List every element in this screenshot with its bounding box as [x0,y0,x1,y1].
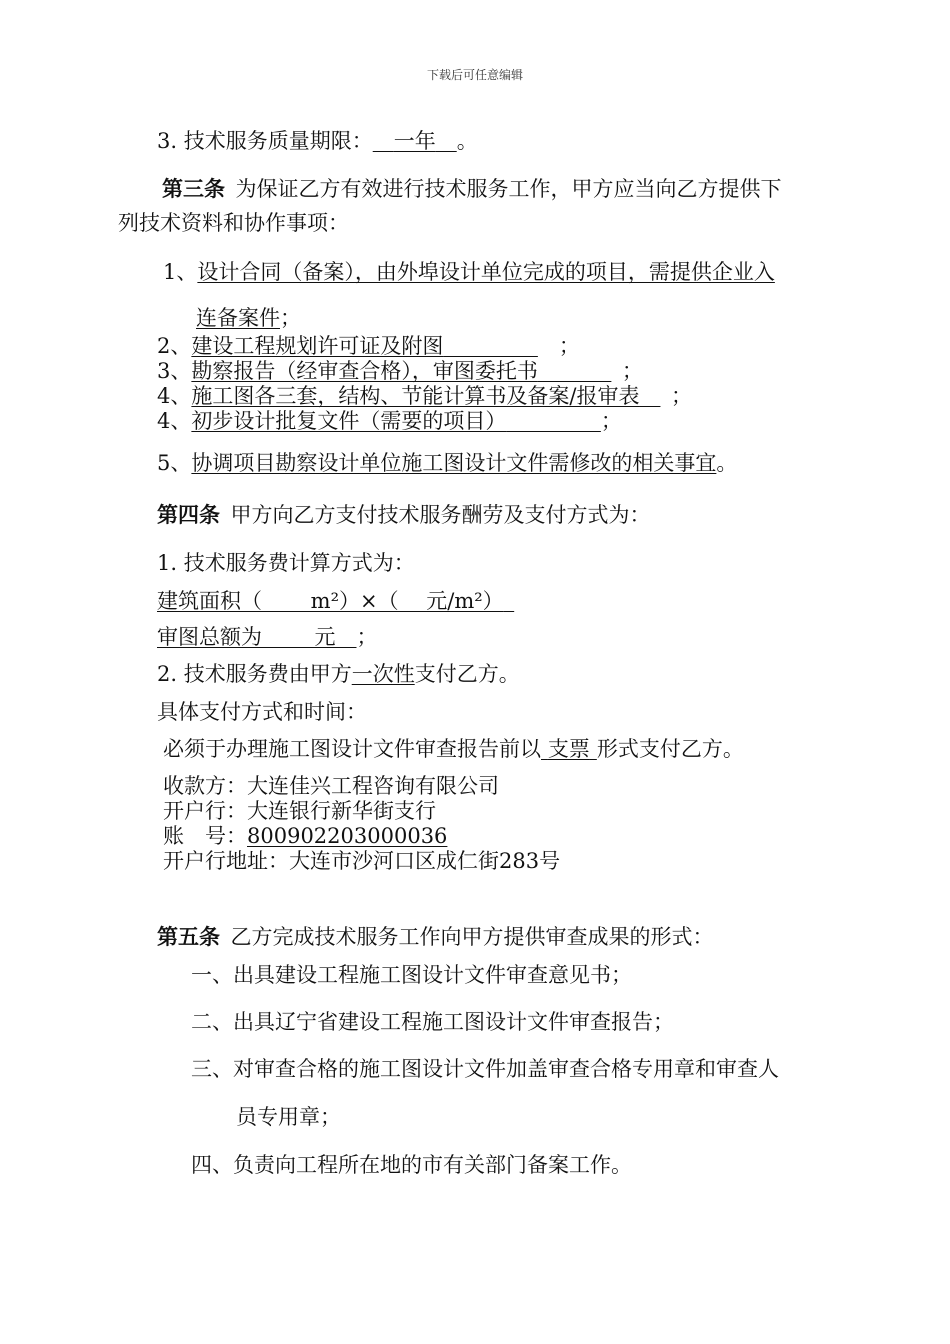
item-end: ； [600,409,622,433]
payment-method-suffix: 形式支付乙方。 [596,737,744,761]
quality-term-label: 3. 技术服务质量期限： [157,129,373,153]
item-text: 建设工程规划许可证及附图 [191,334,444,358]
clause3-item-5 [157,450,737,476]
item-number: 1、 [163,260,198,284]
item-number: 4、 [157,409,192,433]
bank-name: 大连银行新华街支行 [247,799,436,823]
clause3-intro-line2: 列技术资料和协作事项： [118,211,349,235]
clause5-item-1: 一、出具建设工程施工图设计文件审查意见书； [191,963,632,987]
clause3-intro: 为保证乙方有效进行技术服务工作，甲方应当向乙方提供下 [235,177,782,201]
payment-suffix: 支付乙方。 [414,662,520,686]
total-fee-field: 审图总额为 元 [157,625,336,649]
payment-method-line [163,736,744,762]
payee-name: 大连佳兴工程咨询有限公司 [247,774,499,798]
clause5-intro: 乙方完成技术服务工作向甲方提供审查成果的形式： [230,925,714,949]
clause3-title: 第三条 [162,176,225,201]
payment-type: 一次性 [351,662,415,686]
clause5-title: 第五条 [157,924,220,949]
page-header: 下载后可任意编辑 [426,68,523,82]
item-text: 连备案件 [196,306,280,330]
item-end: ； [621,359,643,383]
payment-method-value: 支票 [547,737,590,761]
bank-address: 大连市沙河口区成仁街283号 [289,849,561,873]
clause5-item-2: 二、出具辽宁省建设工程施工图设计文件审查报告； [191,1010,674,1034]
payee-label: 收款方： [163,774,247,798]
payee-line [163,773,499,799]
payment-prefix: 2. 技术服务费由甲方 [157,662,352,686]
payment-line [157,661,520,687]
clause5-item-4: 四、负责向工程所在地的市有关部门备案工作。 [191,1153,632,1177]
clause4-intro: 甲方向乙方支付技术服务酬劳及支付方式为： [230,503,651,527]
account-line [163,823,447,849]
clause3-item-4b [157,408,622,434]
account-label: 账 号： [163,824,247,848]
area-formula [157,588,514,614]
area-formula-text: 建筑面积（ m²）×（ 元/m²） [157,589,504,613]
item-text: 勘察报告（经审查合格），审图委托书 [191,359,538,383]
quality-term-end: 。 [456,129,478,153]
bank-line [163,798,436,824]
item-text: 施工图各三套，结构、节能计算书及备案/报审表 [191,384,640,408]
bank-address-label: 开户行地址： [163,849,289,873]
clause5-item-3: 三、对审查合格的施工图设计文件加盖审查合格专用章和审查人 [191,1057,779,1081]
item-end: ； [558,334,580,358]
clause5-intro-line [157,924,714,950]
total-fee-end: ； [356,625,378,649]
clause3-item-2 [157,333,580,359]
clause3-item-1 [163,259,775,285]
bank-address-line [163,848,560,874]
area-formula-tail [504,589,515,613]
clause4-intro-line [157,502,651,528]
account-number: 800902203000036 [247,824,448,848]
clause4-title: 第四条 [157,502,220,527]
item-end: ； [280,306,301,330]
bank-label: 开户行： [163,799,247,823]
item-number: 3、 [157,359,192,383]
quality-term-line [157,128,478,154]
item-text: 协调项目勘察设计单位施工图设计文件需修改的相关事宜 [191,451,717,475]
item-text: 设计合同（备案），由外埠设计单位完成的项目，需提供企业入 [197,260,775,284]
payment-method-label: 具体支付方式和时间： [157,700,367,724]
clause5-item-3-cont: 员专用章； [236,1105,341,1129]
item-number: 2、 [157,334,192,358]
item-end: ； [670,384,692,408]
payment-method-prefix: 必须于办理施工图设计文件审查报告前以 [163,737,541,761]
fee-calc-label: 1. 技术服务费计算方式为： [157,551,415,575]
clause3-item-1-cont [196,305,301,331]
item-number: 4、 [157,384,192,408]
item-number: 5、 [157,451,192,475]
quality-term-value: 一年 [393,129,436,153]
total-fee-line [157,624,378,650]
clause3-item-3 [157,358,643,384]
item-text: 初步设计批复文件（需要的项目） [191,409,507,433]
clause3-item-4 [157,383,692,409]
item-end: 。 [716,451,738,475]
clause3-intro-line1 [162,176,782,202]
